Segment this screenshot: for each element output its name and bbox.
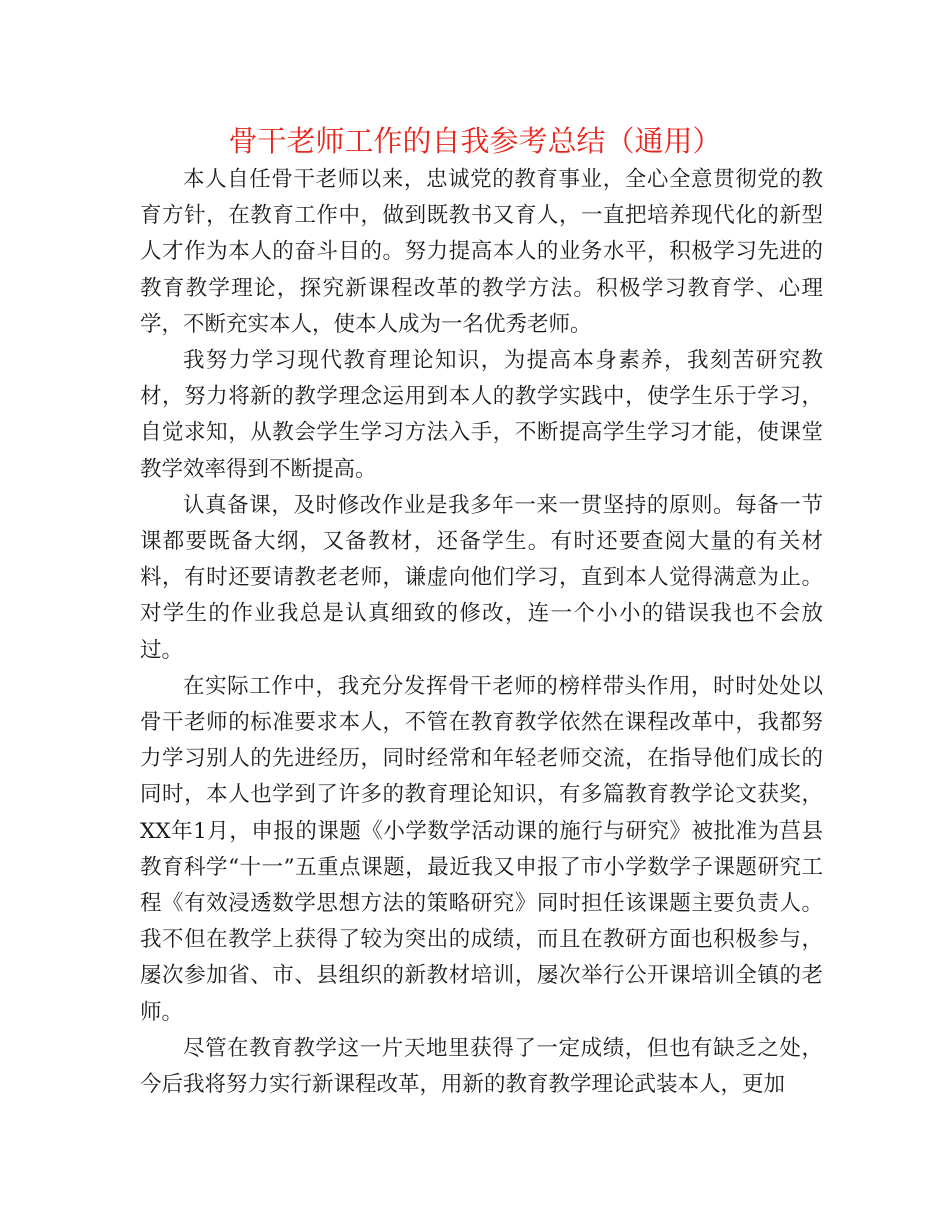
paragraph-2: 我努力学习现代教育理论知识，为提高本身素养，我刻苦研究教材，努力将新的教学理念运用到本人的教学实践中，使学生乐于学习，自觉求知，从教会学生学习方法入手，不断提高学生学习才能，使课堂教学效率得到不断提高。 <box>140 348 823 482</box>
document-body <box>140 162 823 1103</box>
paragraph-1: 本人自任骨干老师以来，忠诚党的教育事业，全心全意贯彻党的教育方针，在教育工作中，做到既教书又育人，一直把培养现代化的新型人才作为本人的奋斗目的。努力提高本人的业务水平，积极学习先进的教育教学理论，探究新课程改革的教学方法。积极学习教育学、心理学，不断充实本人，使本人成为一名优秀老师。 <box>140 167 823 337</box>
paragraph-3: 认真备课，及时修改作业是我多年一来一贯坚持的原则。每备一节课都要既备大纲，又备教材，还备学生。有时还要查阅大量的有关材料，有时还要请教老老师，谦虚向他们学习，直到本人觉得满意为止。对学生的作业我总是认真细致的修改，连一个小小的错误我也不会放过。 <box>140 492 823 663</box>
document-title: 骨干老师工作的自我参考总结（通用） <box>228 124 722 158</box>
paragraph-5: 尽管在教育教学这一片天地里获得了一定成绩，但也有缺乏之处，今后我将努力实行新课程改革，用新的教育教学理论武装本人，更加 <box>140 1035 823 1098</box>
paragraph-4: 在实际工作中，我充分发挥骨干老师的榜样带头作用，时时处处以骨干老师的标准要求本人，不管在教育教学依然在课程改革中，我都努力学习别人的先进经历，同时经常和年轻老师交流，在指导他们成长的同时，本人也学到了许多的教育理论知识，有多篇教育教学论文获奖，XX年1月，申报的课题《小学数学活动课的施行与研究》被批准为莒县教育科学“十一”五重点课题，最近我又申报了市小学数学子课题研究工程《有效浸透数学思想方法的策略研究》同时担任该课题主要负责人。我不但在教学上获得了较为突出的成绩，而且在教研方面也积极参与，屡次参加省、市、县组织的新教材培训，屡次举行公开课培训全镇的老师。 <box>140 673 823 1025</box>
